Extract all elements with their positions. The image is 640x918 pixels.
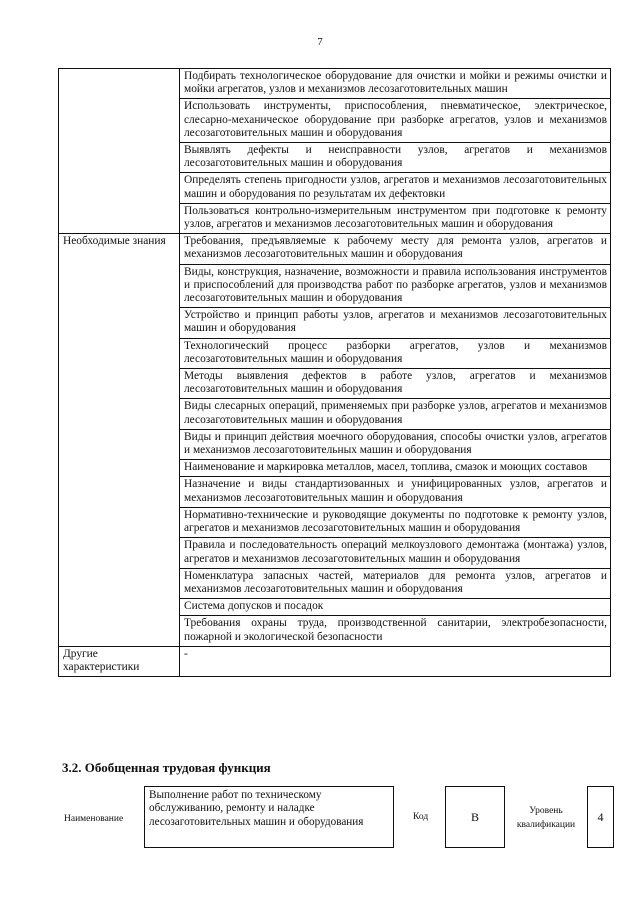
knowledge-cell: Устройство и принцип работы узлов, агрегатов и механизмов лесозаготовительных машин и оборудования — [180, 308, 611, 338]
knowledge-label: Необходимые знания — [59, 234, 180, 646]
other-characteristics-label: Другие характеристики — [59, 646, 180, 676]
skill-cell: Определять степень пригодности узлов, агрегатов и механизмов лесозаготовительных машин и оборудования по результатам их дефектовки — [180, 173, 611, 203]
page-number: 7 — [317, 36, 323, 48]
skills-label-cell — [59, 69, 180, 234]
knowledge-cell: Требования, предъявляемые к рабочему месту для ремонта узлов, агрегатов и механизмов лесозаготовительных машин и оборудования — [180, 234, 611, 264]
knowledge-cell: Технологический процесс разборки агрегатов, узлов и механизмов лесозаготовительных машин и оборудования — [180, 338, 611, 368]
labor-function-table — [58, 68, 611, 677]
name-value-box: Выполнение работ по техническому обслуживанию, ремонту и наладке лесозаготовительных машин и оборудования — [144, 786, 394, 848]
table-row — [59, 234, 611, 264]
code-label: Код — [413, 812, 429, 822]
generalized-function-block — [62, 782, 614, 850]
table-row — [59, 69, 611, 99]
section-title: 3.2. Обобщенная трудовая функция — [62, 760, 271, 775]
knowledge-cell: Номенклатура запасных частей, материалов для ремонта узлов, агрегатов и механизмов лесозаготовительных машин и оборудования — [180, 568, 611, 598]
code-value-box: B — [445, 786, 505, 848]
knowledge-cell: Нормативно-технические и руководящие документы по подготовке к ремонту узлов, агрегатов и механизмов лесозаготовительных машин и оборудования — [180, 507, 611, 537]
knowledge-cell: Виды слесарных операций, применяемых при разборке узлов, агрегатов и механизмов лесозаготовительных машин и оборудования — [180, 399, 611, 429]
table-row — [59, 646, 611, 676]
skill-cell: Выявлять дефекты и неисправности узлов, агрегатов и механизмов лесозаготовительных машин и оборудования — [180, 143, 611, 173]
name-label: Наименование — [64, 814, 124, 824]
knowledge-cell: Наименование и маркировка металлов, масел, топлива, смазок и моющих составов — [180, 460, 611, 477]
knowledge-cell: Назначение и виды стандартизованных и унифицированных узлов, агрегатов и механизмов лесозаготовительных машин и оборудования — [180, 477, 611, 507]
knowledge-cell: Требования охраны труда, производственной санитарии, электробезопасности, пожарной и экологической безопасности — [180, 616, 611, 646]
knowledge-cell: Виды и принцип действия моечного оборудования, способы очистки узлов, агрегатов и механизмов лесозаготовительных машин и оборудования — [180, 429, 611, 459]
knowledge-cell: Правила и последовательность операций мелкоузлового демонтажа (монтажа) узлов, агрегатов и механизмов лесозаготовительных машин и оборудования — [180, 538, 611, 568]
other-characteristics-value: - — [180, 646, 611, 676]
skill-cell: Пользоваться контрольно-измерительным инструментом при подготовке к ремонту узлов, агрегатов и механизмов лесозаготовительных машин и оборудования — [180, 203, 611, 233]
knowledge-cell: Система допусков и посадок — [180, 599, 611, 616]
knowledge-cell: Методы выявления дефектов в работе узлов, агрегатов и механизмов лесозаготовительных машин и оборудования — [180, 369, 611, 399]
table-body — [59, 69, 611, 677]
qualification-level-label: Уровень квалификации — [516, 806, 576, 830]
skill-cell: Подбирать технологическое оборудование для очистки и мойки и режимы очистки и мойки агрегатов, узлов и механизмов лесозаготовительных машин — [180, 69, 611, 99]
knowledge-cell: Виды, конструкция, назначение, возможности и правила использования инструментов и приспособлений для производства работ по разборке агрегатов, узлов и механизмов лесозаготовительных машин и оборудования — [180, 264, 611, 308]
qualification-level-box: 4 — [587, 786, 614, 848]
skill-cell: Использовать инструменты, приспособления, пневматическое, электрическое, слесарно-механическое оборудование при разборке агрегатов, узлов и механизмов лесозаготовительных машин и оборудования — [180, 99, 611, 143]
